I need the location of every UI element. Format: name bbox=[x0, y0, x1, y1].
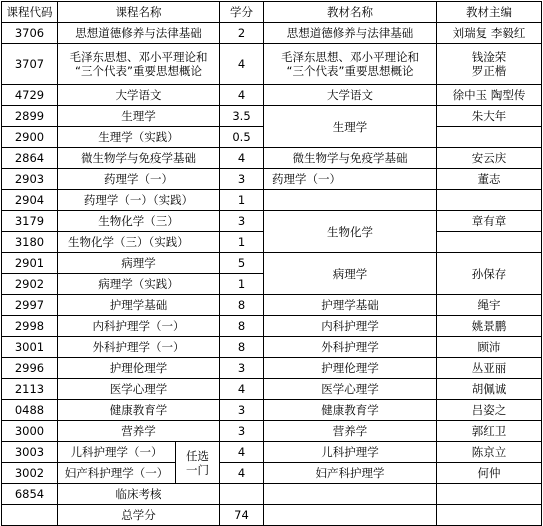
table-row bbox=[2, 106, 542, 127]
course-code: 0488 bbox=[2, 400, 58, 421]
course-name: 健康教育学 bbox=[58, 400, 220, 421]
table-row bbox=[2, 295, 542, 316]
table-row bbox=[2, 44, 542, 85]
empty-cell bbox=[2, 505, 58, 526]
table-row bbox=[2, 190, 542, 211]
textbook-name-line: “三个代表”重要思想概论 bbox=[286, 64, 414, 78]
textbook-editor: 朱大年 bbox=[437, 106, 542, 127]
course-code: 3180 bbox=[2, 232, 58, 253]
course-credit: 2 bbox=[220, 23, 264, 44]
elective-note-line: 任选 bbox=[186, 448, 209, 463]
textbook-editor: 何仲 bbox=[437, 463, 542, 484]
table-row bbox=[2, 85, 542, 106]
textbook-name bbox=[264, 44, 437, 85]
header-textbook-editor: 教材主编 bbox=[437, 2, 542, 23]
course-credit: 0.5 bbox=[220, 127, 264, 148]
table-row bbox=[2, 253, 542, 274]
textbook-editor: 安云庆 bbox=[437, 148, 542, 169]
course-code: 2113 bbox=[2, 379, 58, 400]
empty-cell bbox=[264, 505, 437, 526]
textbook-name: 微生物学与免疫学基础 bbox=[264, 148, 437, 169]
textbook-name: 病理学 bbox=[264, 253, 437, 295]
course-code: 4729 bbox=[2, 85, 58, 106]
textbook-name: 医学心理学 bbox=[264, 379, 437, 400]
textbook-editor bbox=[437, 44, 542, 85]
textbook-editor-line: 钱淦荣 bbox=[471, 50, 507, 64]
textbook-editor: 董志 bbox=[437, 169, 542, 190]
course-code: 2899 bbox=[2, 106, 58, 127]
textbook-editor: 刘瑞复 李毅红 bbox=[437, 23, 542, 44]
course-credit: 8 bbox=[220, 337, 264, 358]
textbook-name: 内科护理学 bbox=[264, 316, 437, 337]
course-credit bbox=[220, 484, 264, 505]
header-course-name: 课程名称 bbox=[58, 2, 220, 23]
table-row bbox=[2, 442, 542, 463]
textbook-name: 大学语文 bbox=[264, 85, 437, 106]
table-row bbox=[2, 400, 542, 421]
empty-cell bbox=[264, 190, 437, 211]
textbook-name: 护理伦理学 bbox=[264, 358, 437, 379]
course-name-line: “三个代表”重要思想概论 bbox=[75, 64, 202, 78]
course-credit: 4 bbox=[220, 44, 264, 85]
course-credit: 8 bbox=[220, 295, 264, 316]
textbook-name: 营养学 bbox=[264, 421, 437, 442]
textbook-editor: 章有章 bbox=[437, 211, 542, 232]
total-credit: 74 bbox=[220, 505, 264, 526]
course-name bbox=[58, 44, 220, 85]
table-row bbox=[2, 463, 542, 484]
textbook-name-line: 毛泽东思想、邓小平理论和 bbox=[281, 50, 419, 64]
course-credit: 4 bbox=[220, 148, 264, 169]
course-credit: 3 bbox=[220, 400, 264, 421]
course-code: 2998 bbox=[2, 316, 58, 337]
empty-cell bbox=[437, 190, 542, 211]
course-name: 护理伦理学 bbox=[58, 358, 220, 379]
course-name: 生理学 bbox=[58, 106, 220, 127]
total-row bbox=[2, 505, 542, 526]
course-code: 2997 bbox=[2, 295, 58, 316]
header-course-code: 课程代码 bbox=[2, 2, 58, 23]
course-code: 2864 bbox=[2, 148, 58, 169]
textbook-name: 妇产科护理学 bbox=[264, 463, 437, 484]
textbook-editor: 胡佩诚 bbox=[437, 379, 542, 400]
course-code: 2904 bbox=[2, 190, 58, 211]
course-name: 病理学 bbox=[58, 253, 220, 274]
course-code: 3003 bbox=[2, 442, 58, 463]
course-credit: 5 bbox=[220, 253, 264, 274]
course-code: 3001 bbox=[2, 337, 58, 358]
course-name: 护理学基础 bbox=[58, 295, 220, 316]
course-credit: 4 bbox=[220, 85, 264, 106]
textbook-editor: 绳宇 bbox=[437, 295, 542, 316]
table-row bbox=[2, 211, 542, 232]
course-name: 医学心理学 bbox=[58, 379, 220, 400]
course-name: 药理学（一） bbox=[58, 169, 220, 190]
course-name: 营养学 bbox=[58, 421, 220, 442]
course-credit: 3.5 bbox=[220, 106, 264, 127]
header-textbook-name: 教材名称 bbox=[264, 2, 437, 23]
course-name: 儿科护理学（一） bbox=[58, 442, 176, 463]
table-row bbox=[2, 379, 542, 400]
empty-cell bbox=[264, 484, 437, 505]
header-credit: 学分 bbox=[220, 2, 264, 23]
course-code: 3707 bbox=[2, 44, 58, 85]
empty-cell bbox=[437, 127, 542, 148]
course-name: 外科护理学（一） bbox=[58, 337, 220, 358]
textbook-editor: 徐中玉 陶型传 bbox=[437, 85, 542, 106]
textbook-editor: 陈京立 bbox=[437, 442, 542, 463]
course-code: 3706 bbox=[2, 23, 58, 44]
textbook-name: 思想道德修养与法律基础 bbox=[264, 23, 437, 44]
course-name: 临床考核 bbox=[58, 484, 220, 505]
total-label: 总学分 bbox=[58, 505, 220, 526]
course-credit: 4 bbox=[220, 442, 264, 463]
table-row bbox=[2, 148, 542, 169]
course-name: 微生物学与免疫学基础 bbox=[58, 148, 220, 169]
textbook-name: 外科护理学 bbox=[264, 337, 437, 358]
table-row bbox=[2, 484, 542, 505]
course-table bbox=[1, 1, 542, 526]
textbook-editor-line: 罗正楷 bbox=[471, 64, 507, 78]
course-credit: 3 bbox=[220, 169, 264, 190]
course-code: 2902 bbox=[2, 274, 58, 295]
course-credit: 4 bbox=[220, 463, 264, 484]
table-row bbox=[2, 169, 542, 190]
elective-note bbox=[176, 442, 220, 484]
textbook-name: 健康教育学 bbox=[264, 400, 437, 421]
course-name: 生物化学（三）（实践） bbox=[58, 232, 220, 253]
course-name: 妇产科护理学（一） bbox=[58, 463, 176, 484]
course-code: 2901 bbox=[2, 253, 58, 274]
empty-cell bbox=[437, 505, 542, 526]
header-row bbox=[2, 2, 542, 23]
table-row bbox=[2, 316, 542, 337]
course-code: 2900 bbox=[2, 127, 58, 148]
empty-cell bbox=[437, 484, 542, 505]
textbook-name: 药理学（一） bbox=[264, 169, 437, 190]
course-code: 3000 bbox=[2, 421, 58, 442]
textbook-name: 儿科护理学 bbox=[264, 442, 437, 463]
textbook-editor: 顾沛 bbox=[437, 337, 542, 358]
course-credit: 3 bbox=[220, 211, 264, 232]
course-credit: 3 bbox=[220, 421, 264, 442]
course-name: 大学语文 bbox=[58, 85, 220, 106]
course-name-line: 毛泽东思想、邓小平理论和 bbox=[69, 50, 208, 64]
course-name: 思想道德修养与法律基础 bbox=[58, 23, 220, 44]
course-credit: 8 bbox=[220, 316, 264, 337]
course-code: 3179 bbox=[2, 211, 58, 232]
course-credit: 3 bbox=[220, 358, 264, 379]
table-row bbox=[2, 337, 542, 358]
textbook-name: 护理学基础 bbox=[264, 295, 437, 316]
course-credit: 1 bbox=[220, 274, 264, 295]
course-code: 2996 bbox=[2, 358, 58, 379]
textbook-name: 生理学 bbox=[264, 106, 437, 148]
textbook-editor: 吕姿之 bbox=[437, 400, 542, 421]
textbook-editor: 丛亚丽 bbox=[437, 358, 542, 379]
textbook-name: 生物化学 bbox=[264, 211, 437, 253]
course-code: 6854 bbox=[2, 484, 58, 505]
table-row bbox=[2, 421, 542, 442]
textbook-editor: 姚景鹏 bbox=[437, 316, 542, 337]
table-row bbox=[2, 358, 542, 379]
course-name: 病理学（实践） bbox=[58, 274, 220, 295]
course-name: 生物化学（三） bbox=[58, 211, 220, 232]
course-credit: 1 bbox=[220, 232, 264, 253]
course-name: 药理学（一）（实践） bbox=[58, 190, 220, 211]
table-row bbox=[2, 23, 542, 44]
course-code: 2903 bbox=[2, 169, 58, 190]
course-credit: 4 bbox=[220, 379, 264, 400]
course-name: 内科护理学（一） bbox=[58, 316, 220, 337]
elective-note-line: 一门 bbox=[186, 462, 209, 477]
textbook-editor: 孙保存 bbox=[437, 253, 542, 295]
empty-cell bbox=[437, 232, 542, 253]
textbook-editor: 郭红卫 bbox=[437, 421, 542, 442]
course-name: 生理学（实践） bbox=[58, 127, 220, 148]
course-credit: 1 bbox=[220, 190, 264, 211]
course-code: 3002 bbox=[2, 463, 58, 484]
